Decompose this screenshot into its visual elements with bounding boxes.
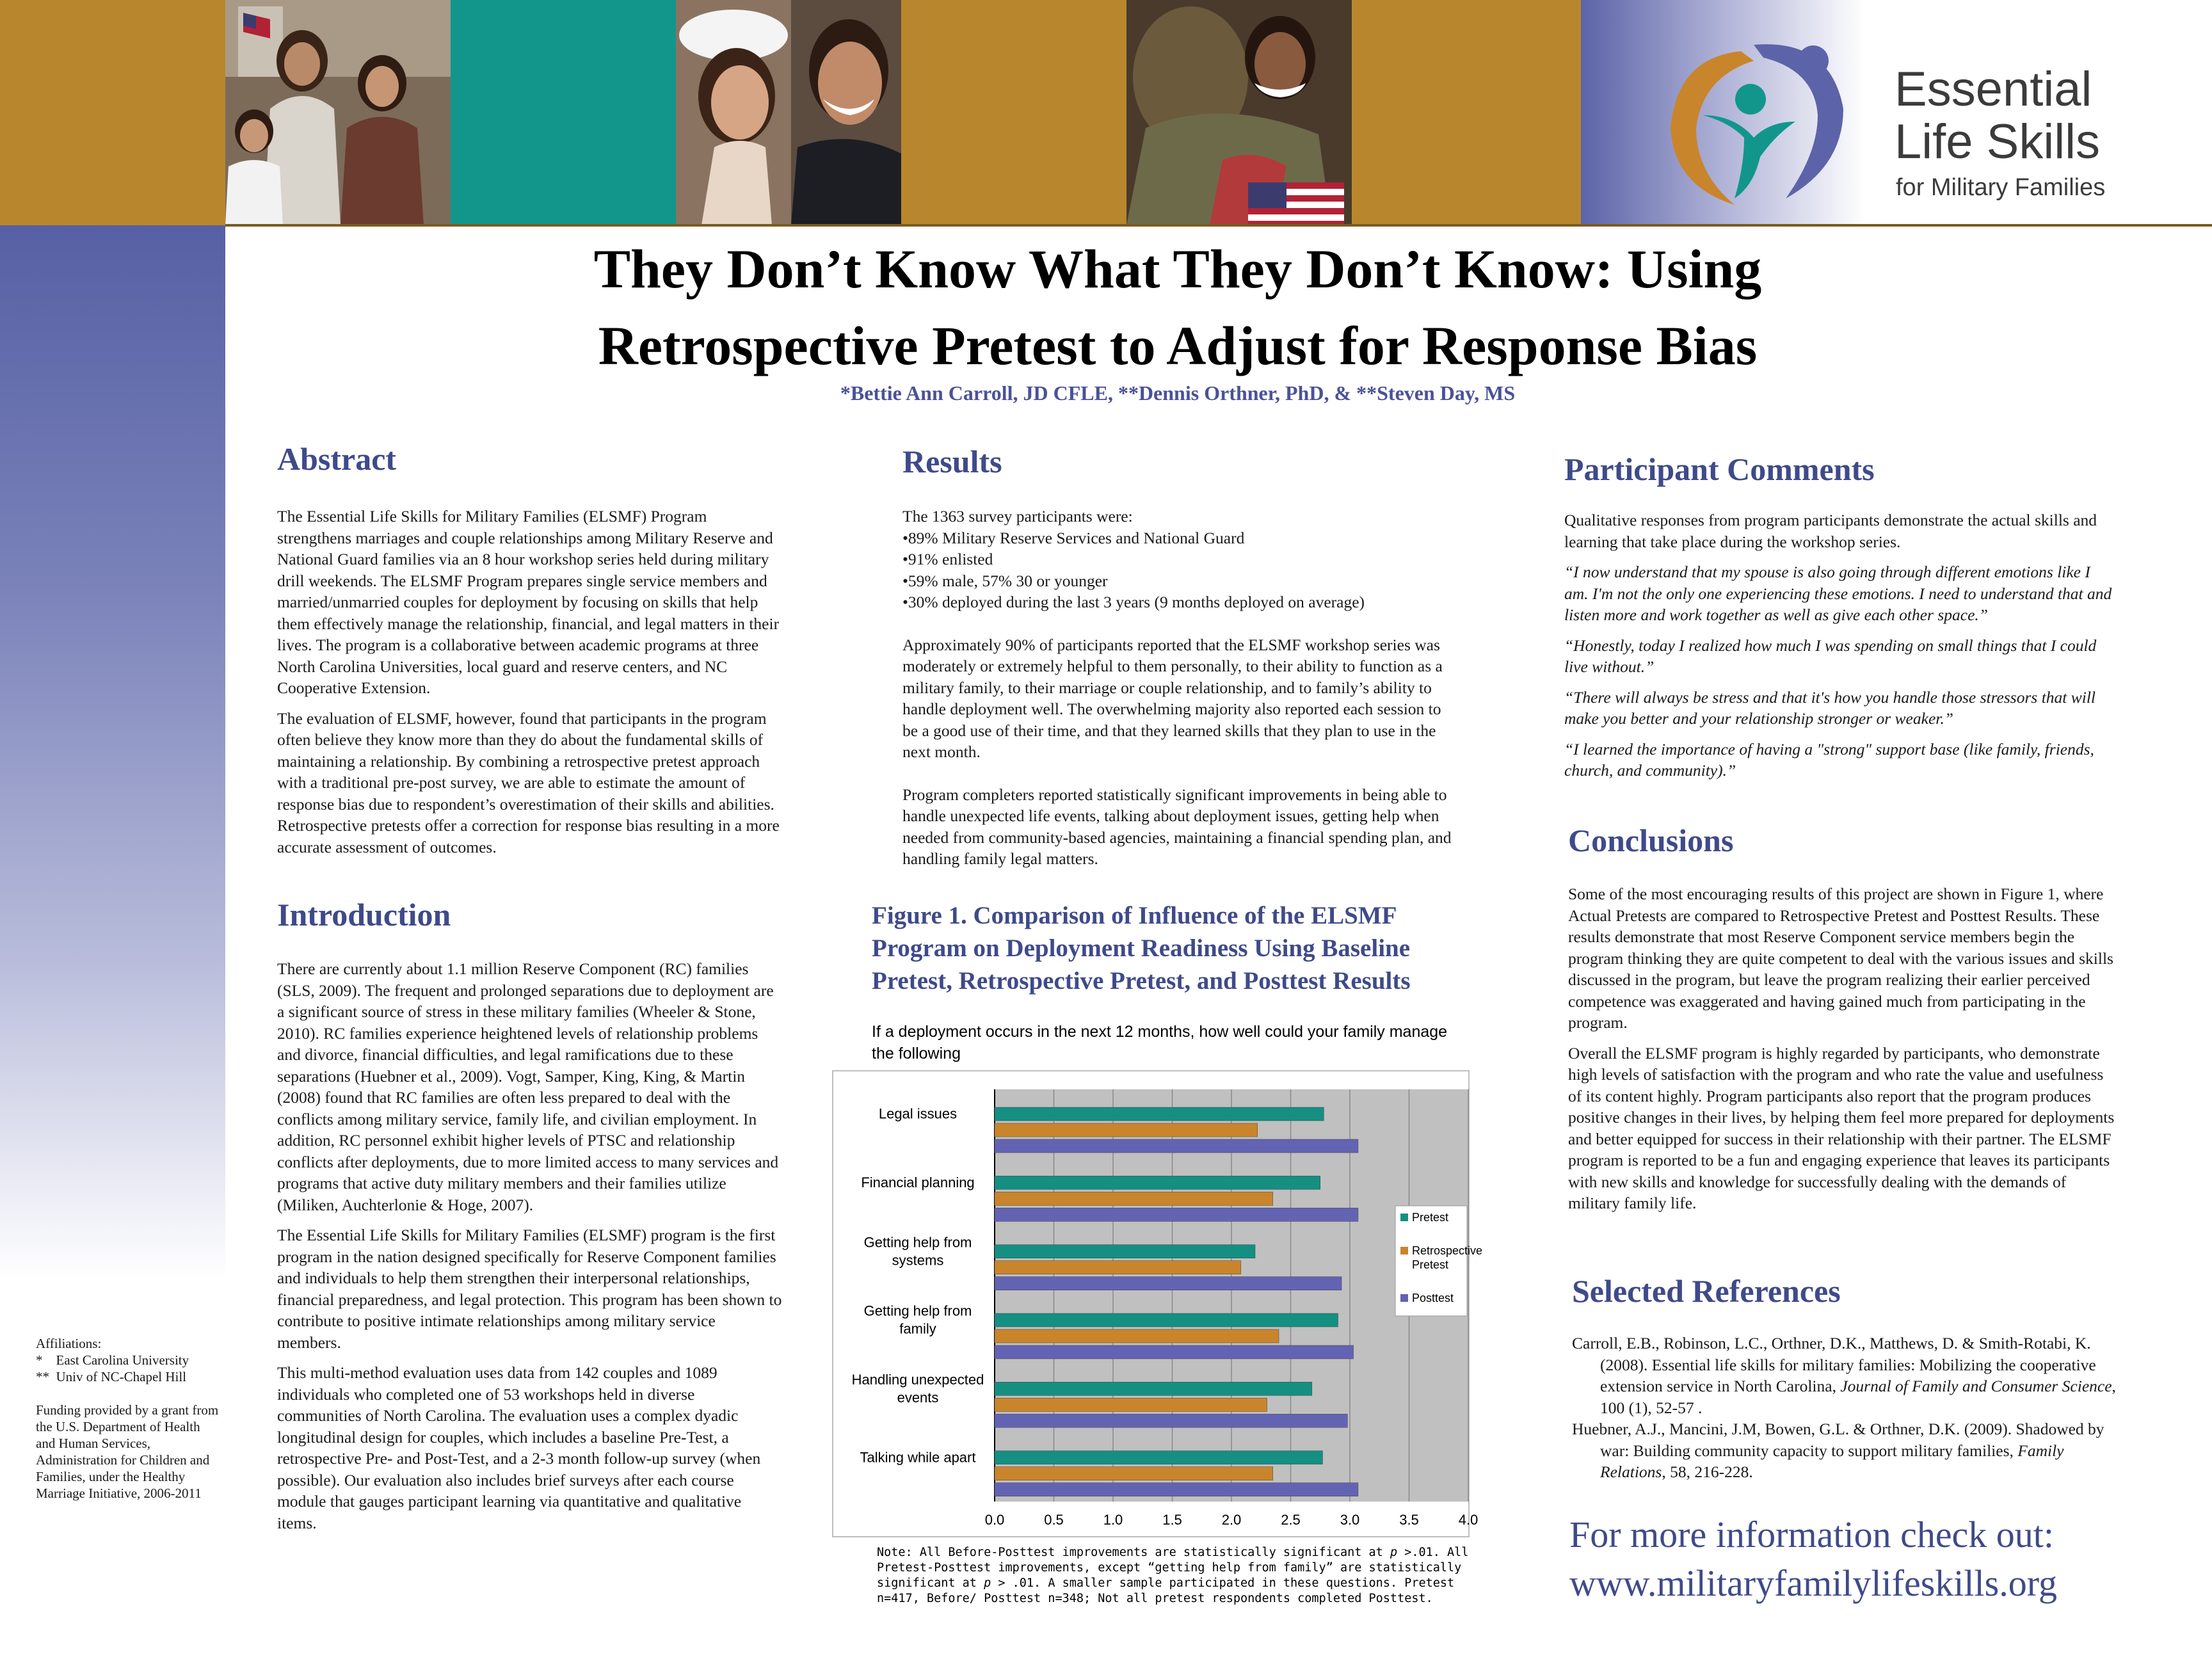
legend-swatch — [1400, 1247, 1408, 1254]
x-tick-label: 1.0 — [1103, 1512, 1123, 1528]
category-label: systems — [892, 1252, 944, 1269]
category-label: Financial planning — [861, 1174, 975, 1190]
references-heading: Selected References — [1572, 1273, 1841, 1309]
results-intro: The 1363 survey participants were: — [902, 507, 1133, 525]
introduction-paragraph: There are currently about 1.1 million Reserve Component (RC) families (SLS, 2009). The frequent and prolonged separations due to deployment are a significant source of stress in these military families (Wheeler & Stone, 2010). RC families experience heightened levels of relationship problems and divorce, financial difficulties, and legal ramifications due to these separations (Huebner et al., 2009). Vogt, Samper, King, King, & Martin (2008) found that RC families are often less prepared to deal with the conflicts among military service, family life, and civilian employment. In addition, RC personnel exhibit higher levels of PTSC and relationship conflicts after deployments, due to more limited access to many services and programs that active duty military members and their families utilize (Miliken, Auchterlonie & Hoge, 2007). — [277, 959, 779, 1214]
comments-heading: Participant Comments — [1564, 451, 1875, 487]
legend-label: Pretest — [1412, 1211, 1449, 1224]
introduction-body — [277, 958, 783, 1543]
bar-pretest — [995, 1313, 1338, 1327]
poster-title — [384, 230, 1971, 384]
affiliations — [36, 1335, 221, 1502]
note-part-a: Note: All Before-Posttest improvements are statistically significant at — [877, 1546, 1390, 1559]
legend-label: Pretest — [1412, 1258, 1449, 1271]
bar-posttest — [995, 1483, 1358, 1496]
comments-intro: Qualitative responses from program participants demonstrate the actual skills and learning that take place during the workshop series. — [1564, 511, 2097, 551]
note-p-symbol: p — [1390, 1546, 1398, 1559]
bar-pretest — [995, 1107, 1324, 1121]
conclusions-body — [1568, 883, 2119, 1223]
references-body — [1572, 1333, 2122, 1483]
bar-posttest — [995, 1345, 1354, 1359]
results-bullet: •89% Military Reserve Services and National Guard — [902, 528, 1245, 547]
conclusions-paragraph: Overall the ELSMF program is highly regarded by participants, who demonstrate high levels of satisfaction with the program and who rate the value and usefulness of its content highly. Program participants also report that the program produces positive changes in their lives, by helping them feel more prepared for deployments and better equipped for success in their relationship with their partner. The ELSMF program is reported to be a fun and engaging experience that leaves its participants with new skills and knowledge for successfully dealing with the demands of military family life. — [1568, 1043, 2115, 1212]
sailor-photo — [676, 0, 901, 225]
abstract-paragraph: The evaluation of ELSMF, however, found that participants in the program often believe they know more than they do about the fundamental skills of maintaining a relationship. By combining a retrospective pretest approach with a traditional pre-post survey, we are able to estimate the amount of response bias due to respondent’s overestimation of their skills and abilities. Retrospective pretests offer a correction for response bias resulting in a more accurate assessment of outcomes. — [277, 709, 780, 856]
bar-pretest — [995, 1176, 1320, 1189]
affiliation-1: * East Carolina University — [36, 1352, 189, 1368]
logo-line1: Essential — [1895, 62, 2092, 116]
title-line1: They Don’t Know What They Don’t Know: Using — [593, 238, 1762, 300]
results-bullet: •91% enlisted — [902, 550, 993, 568]
quote: “I learned the importance of having a "strong" support base (like family, friends, church, and community).” — [1564, 739, 2094, 780]
bar-retrospective-pretest — [995, 1261, 1241, 1274]
banner-gold-panel-right — [1352, 0, 1581, 225]
bar-posttest — [995, 1414, 1347, 1427]
ref1-journal: Journal of Family and Consumer Science — [1840, 1377, 2112, 1395]
logo-line3: for Military Families — [1896, 174, 2106, 201]
results-paragraph: Program completers reported statistically significant improvements in being able to handle unexpected life events, talking about deployment issues, getting help when needed from community-based agencies, maintaining a financial spending plan, and handling family legal matters. — [902, 785, 1452, 868]
figure-question: If a deployment occurs in the next 12 months, how well could your family manage the following — [872, 1023, 1448, 1062]
quote: “There will always be stress and that it's how you handle those stressors that will make you better and your relationship stronger or weaker.” — [1564, 687, 2096, 728]
chart-canvas — [833, 1071, 1483, 1536]
bar-posttest — [995, 1208, 1358, 1221]
logo-line2: Life Skills — [1895, 115, 2100, 169]
website-link[interactable]: www.militaryfamilylifeskills.org — [1569, 1562, 2057, 1604]
conclusions-paragraph: Some of the most encouraging results of this project are shown in Figure 1, where Actual Pretests are compared to Retrospective Pretest and Posttest Results. These results demonstrate that most Reserve Component service members begin the program thinking they are quite competent to deal with the various issues and skills discussed in the program, but leave the program realizing their earlier perceived competence was exaggerated and having gained much from participating in the program. — [1568, 885, 2113, 1032]
category-label: Getting help from — [863, 1302, 972, 1319]
family-figures-icon — [1658, 26, 1850, 211]
bar-retrospective-pretest — [995, 1123, 1258, 1137]
ref1-text: Carroll, E.B., Robinson, L.C., Orthner, D.K., Matthews, D. & Smith-Rotabi, K. (2008). Essential life skills for military families: Mobilizing the cooperative extension service in North Carolina, — [1572, 1334, 2096, 1395]
introduction-heading: Introduction — [277, 897, 451, 933]
more-info — [1569, 1511, 2209, 1608]
introduction-paragraph: The Essential Life Skills for Military Families (ELSMF) program is the first program in the nation designed specifically for Reserve Component families and individuals to help them strengthen their interpersonal relationships, financial preparedness, and legal protection. This program has been shown to contribute to positive intimate relationships among military service members. — [277, 1226, 782, 1352]
x-tick-label: 0.5 — [1044, 1512, 1064, 1528]
x-tick-label: 2.0 — [1221, 1512, 1242, 1528]
family-photo — [225, 0, 451, 225]
x-tick-label: 3.0 — [1340, 1512, 1360, 1528]
more-info-label: For more information check out: — [1569, 1514, 2055, 1555]
note-p-symbol: p — [984, 1576, 991, 1590]
quote: “I now understand that my spouse is also going through different emotions like I am. I'm not the only one experiencing these emotions. I need to understand that and listen more and work together as well as give each other space.” — [1564, 563, 2112, 624]
reference-item — [1572, 1418, 2122, 1483]
x-tick-label: 1.5 — [1162, 1512, 1182, 1528]
legend-label: Retrospective — [1412, 1244, 1483, 1257]
reference-item — [1572, 1333, 2122, 1418]
legend-swatch — [1400, 1214, 1408, 1221]
category-label: family — [899, 1320, 936, 1337]
category-label: Talking while apart — [860, 1449, 976, 1466]
abstract-paragraph: The Essential Life Skills for Military Families (ELSMF) Program strengthens marriages and couple relationships among Military Reserve and National Guard families via an 8 hour workshop series held during military drill weekends. The ELSMF Program prepares single service members and married/unmarried couples for deployment by focusing on skills that help them effectively manage the relationship, financial, and legal matters in their lives. The program is a collaborative between academic programs at three North Carolina Universities, local guard and reserve centers, and NC Cooperative Extension. — [277, 507, 780, 697]
bar-posttest — [995, 1139, 1358, 1153]
category-label: Handling unexpected — [851, 1372, 984, 1388]
authors: *Bettie Ann Carroll, JD CFLE, **Dennis Orthner, PhD, & **Steven Day, MS — [840, 381, 1516, 405]
bar-pretest — [995, 1382, 1312, 1395]
flag-icon — [1248, 182, 1344, 225]
funding-note: Funding provided by a grant from the U.S. Department of Health and Human Services, Administration for Children and Families, under the Healthy Marriage Initiative, 2006-2011 — [36, 1402, 219, 1501]
comments-body — [1564, 509, 2115, 790]
x-tick-label: 0.0 — [984, 1512, 1005, 1528]
logo — [1581, 0, 2212, 225]
results-heading: Results — [902, 444, 1002, 479]
ref1-tail: , 100 (1), 52-57 . — [1600, 1377, 2116, 1417]
ref2-text: Huebner, A.J., Mancini, J.M, Bowen, G.L. & Orthner, D.K. (2009). Shadowed by war: Building community capacity to support military families, — [1572, 1420, 2104, 1460]
bar-posttest — [995, 1277, 1342, 1290]
bar-retrospective-pretest — [995, 1398, 1267, 1411]
results-bullet: •59% male, 57% 30 or younger — [902, 571, 1108, 590]
banner-gold-panel-left — [0, 0, 225, 225]
x-tick-label: 2.5 — [1281, 1512, 1301, 1528]
bar-retrospective-pretest — [995, 1192, 1273, 1205]
conclusions-heading: Conclusions — [1568, 822, 1734, 858]
bar-pretest — [995, 1451, 1322, 1464]
introduction-paragraph: This multi-method evaluation uses data from 142 couples and 1089 individuals who completed one of 53 workshops held in diverse communities of North Carolina. The evaluation uses a complex dyadic longitudinal design for couples, which includes a baseline Pre-Test, a retrospective Pre- and Post-Test, and a 2-3 month follow-up survey (when possible). Our evaluation also includes brief surveys after each course module that gauges participant learning via quantitative and qualitative items. — [277, 1363, 761, 1532]
note-part-c: > .01. A smaller sample participated in these questions. Pretest n=417, Before/ Posttest n=348; Not all pretest respondents completed Posttest. — [877, 1576, 1455, 1605]
results-paragraph: Approximately 90% of participants reported that the ELSMF workshop series was moderately or extremely helpful to them personally, to their ability to function as a military family, to their marriage or couple relationship, and to family’s ability to handle deployment well. The overwhelming majority also reported each session to be a good use of their time, and that they learned skills that they plan to use in the next month. — [902, 635, 1443, 761]
bar-retrospective-pretest — [995, 1467, 1273, 1480]
abstract-heading: Abstract — [277, 441, 397, 477]
figure-title: Figure 1. Comparison of Influence of the ELSMF Program on Deployment Readiness Using Baseline Pretest, Retrospective Pretest, and Posttest Results — [872, 902, 1411, 995]
ref2-journal: Family Relations — [1600, 1441, 2064, 1481]
quote: “Honestly, today I realized how much I was spending on small things that I could live without.” — [1564, 636, 2097, 676]
figure-note — [877, 1545, 1472, 1607]
legend-label: Posttest — [1412, 1292, 1454, 1304]
category-label: events — [897, 1390, 939, 1406]
abstract-body — [277, 506, 783, 867]
results-bullet: •30% deployed during the last 3 years (9 months deployed on average) — [902, 593, 1365, 611]
bar-chart — [832, 1070, 1483, 1537]
ref2-tail: , 58, 216-228. — [1662, 1463, 1753, 1481]
bar-pretest — [995, 1245, 1255, 1258]
results-body — [902, 506, 1453, 879]
legend-swatch — [1400, 1294, 1408, 1302]
banner-divider — [225, 224, 2212, 227]
affiliations-label: Affiliations: — [36, 1336, 102, 1351]
category-label: Getting help from — [863, 1234, 972, 1251]
note-part-b: >.01. All Pretest-Posttest improvements, except “getting help from family” are statistically significant at — [877, 1546, 1469, 1590]
x-tick-label: 4.0 — [1458, 1512, 1479, 1528]
banner-teal-panel — [451, 0, 676, 225]
category-label: Legal issues — [878, 1105, 958, 1122]
left-sidebar-gradient — [0, 225, 225, 1280]
bar-retrospective-pretest — [995, 1329, 1279, 1343]
affiliation-2: ** Univ of NC-Chapel Hill — [36, 1369, 187, 1384]
reunion-photo — [1126, 0, 1352, 225]
x-tick-label: 3.5 — [1399, 1512, 1419, 1528]
title-line2: Retrospective Pretest to Adjust for Response Bias — [598, 315, 1758, 376]
banner-gold-panel-middle — [901, 0, 1126, 225]
